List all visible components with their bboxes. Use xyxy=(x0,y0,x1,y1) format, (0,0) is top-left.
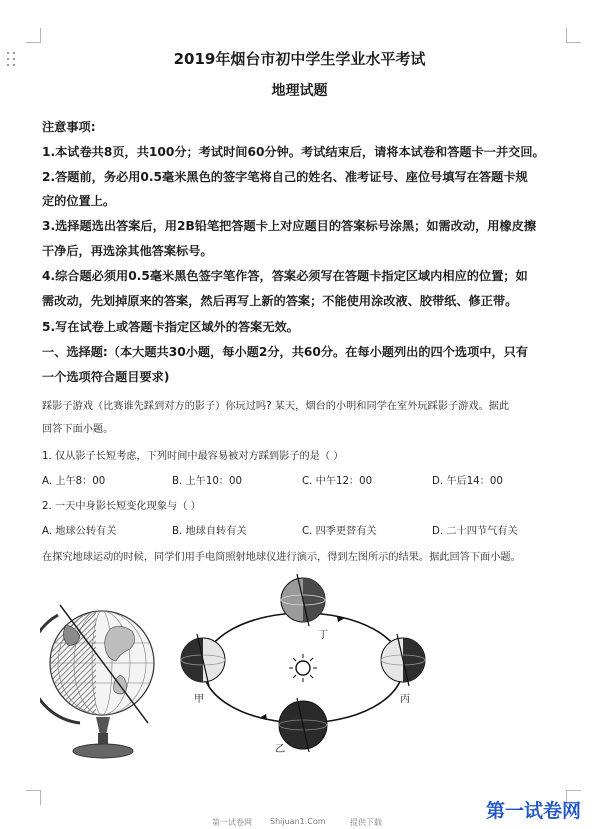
globe-figure xyxy=(40,595,165,765)
option-a[interactable]: A. 上午8：00 xyxy=(42,476,106,487)
label-bing: 丙 xyxy=(400,694,411,705)
globe-ding xyxy=(281,574,325,626)
globe-bing xyxy=(381,634,425,686)
option-c[interactable]: C. 中午12：00 xyxy=(302,476,373,487)
watermark-brand: 第一试卷网 xyxy=(486,800,582,822)
notice-heading: 注意事项: xyxy=(42,120,96,134)
crop-mark-top-right xyxy=(566,28,581,43)
notice-line: 3.选择题选出答案后，用2B铅笔把答题卡上对应题目的答案标号涂黑；如需改动，用橡皮擦 xyxy=(42,219,537,233)
footer-site-url[interactable]: Shijuan1.Com xyxy=(270,817,326,826)
notice-line: 定的位置上。 xyxy=(42,194,116,208)
page-subtitle: 地理试题 xyxy=(271,83,328,99)
crop-mark-top-left xyxy=(26,28,41,43)
label-ding: 丁 xyxy=(318,630,329,641)
option-a[interactable]: A. 地球公转有关 xyxy=(42,526,117,537)
label-jia: 甲 xyxy=(194,694,205,705)
globe-jia xyxy=(181,634,225,686)
notice-line: 5.写在试卷上或答题卡指定区域外的答案无效。 xyxy=(42,320,299,334)
notice-line: 需改动，先划掉原来的答案，然后再写上新的答案；不能使用涂改液、胶带纸、修正带。 xyxy=(42,294,518,308)
option-d[interactable]: D. 午后14：00 xyxy=(432,476,503,487)
passage-text: 在探究地球运动的时候，同学们用手电筒照射地球仪进行演示，得到左图所示的结果。据此回答下面小题。 xyxy=(42,552,521,563)
option-b[interactable]: B. 上午10：00 xyxy=(172,476,242,487)
label-yi: 乙 xyxy=(275,744,286,755)
sun-icon xyxy=(289,654,317,682)
footer-note: 提供下载 xyxy=(350,818,382,827)
option-b[interactable]: B. 地球自转有关 xyxy=(172,526,247,537)
notice-line: 1.本试卷共8页，共100分；考试时间60分钟。考试结束后，请将本试卷和答题卡一并交回。 xyxy=(42,145,545,159)
section-heading: 一、选择题:（本大题共30小题，每小题2分，共60分。在每小题列出的四个选项中，只有 xyxy=(42,345,529,359)
notice-line: 4.综合题必须用0.5毫米黑色签字笔作答，答案必须写在答题卡指定区域内相应的位置；如 xyxy=(42,269,528,283)
crop-mark-bottom-left xyxy=(26,790,41,805)
notice-line: 干净后，再选涂其他答案标号。 xyxy=(42,244,213,258)
orbit-figure xyxy=(175,570,440,770)
footer-site-name: 第一试卷网 xyxy=(212,818,252,827)
section-heading-cont: 一个选项符合题目要求) xyxy=(42,370,170,384)
passage-text: 回答下面小题。 xyxy=(42,424,114,435)
notice-line: 2.答题前，务必用0.5毫米黑色的签字笔将自己的姓名、准考证号、座位号填写在答题卡规 xyxy=(42,170,528,184)
question-stem: 2. 一天中身影长短变化现象与（ ） xyxy=(42,501,201,512)
passage-text: 踩影子游戏（比赛谁先踩到对方的影子）你玩过吗? 某天，烟台的小明和同学在室外玩踩影子游戏。据此 xyxy=(42,401,510,412)
globe-yi xyxy=(279,698,327,752)
option-d[interactable]: D. 二十四节气有关 xyxy=(432,526,518,537)
option-c[interactable]: C. 四季更替有关 xyxy=(302,526,377,537)
page-title: 2019年烟台市初中学生学业水平考试 xyxy=(173,50,426,68)
question-stem: 1. 仅从影子长短考虑，下列时间中最容易被对方踩到影子的是（ ） xyxy=(42,451,344,462)
